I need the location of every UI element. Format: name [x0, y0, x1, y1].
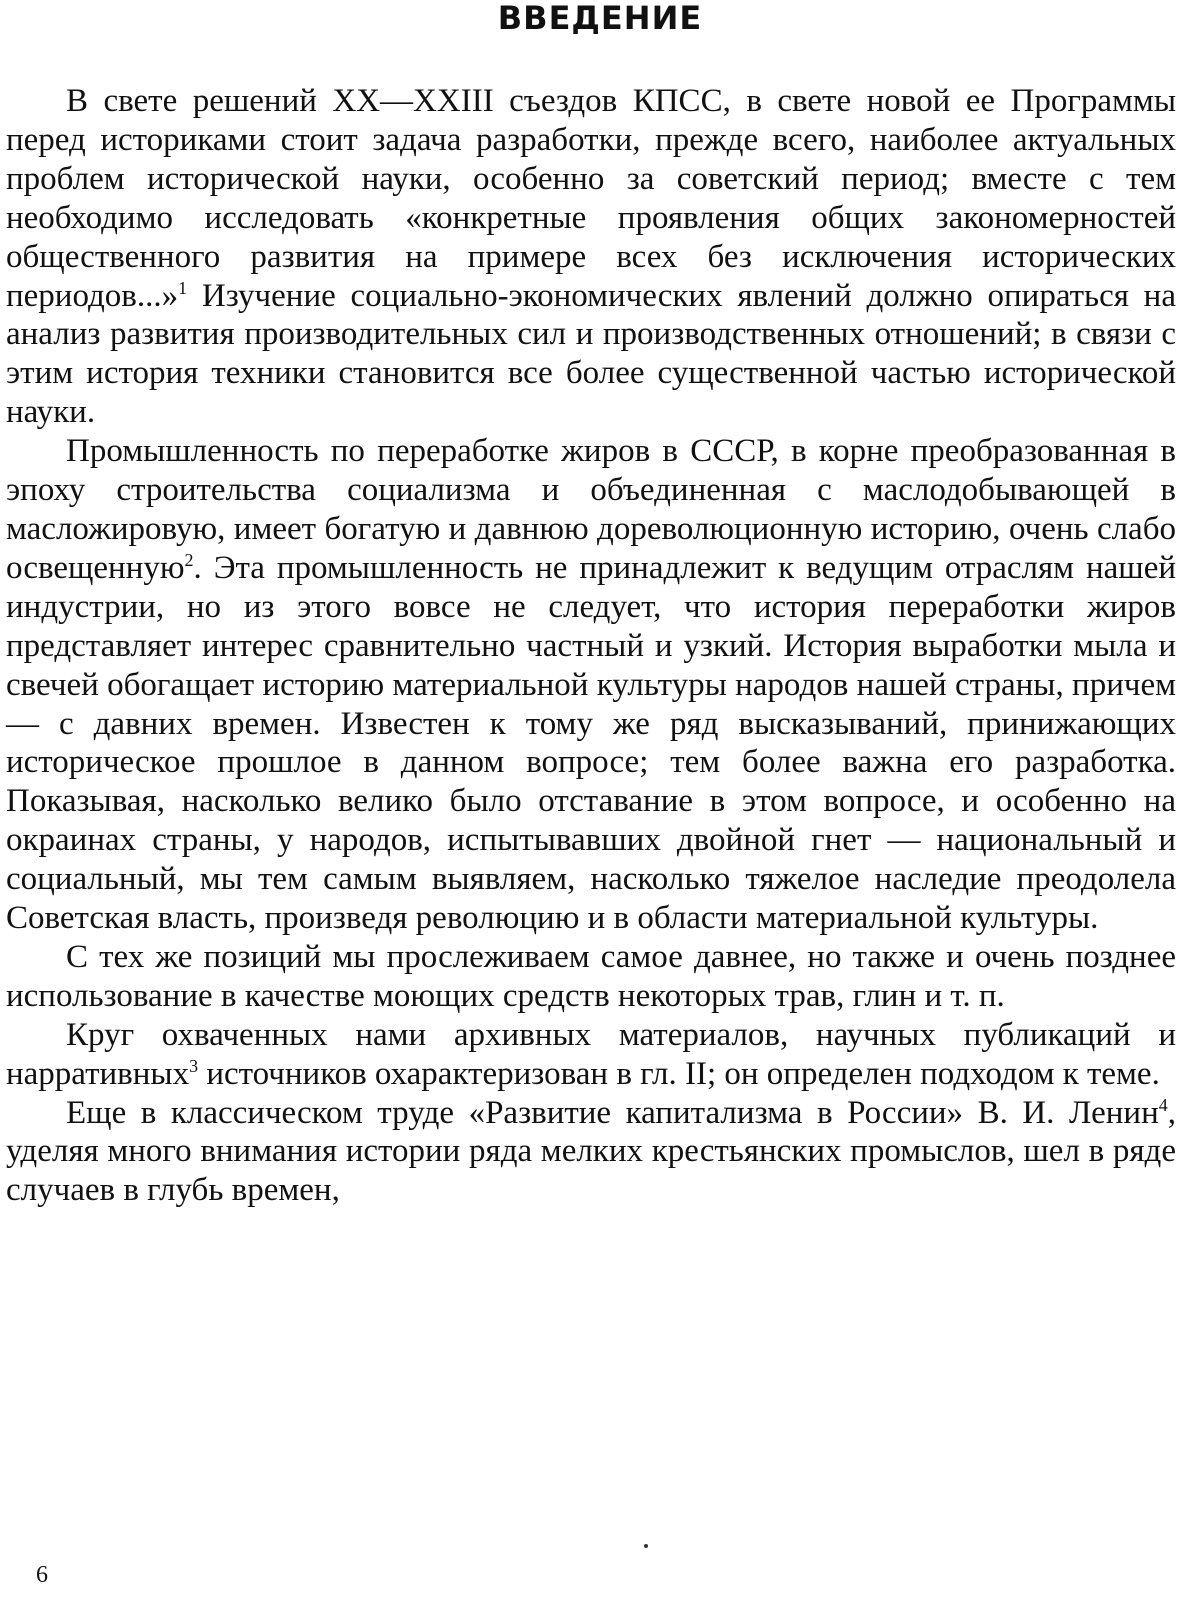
paragraph: [6, 432, 1176, 938]
footnote-ref: 1: [178, 277, 188, 298]
paragraph: [6, 1094, 1176, 1211]
text-run: . Эта промышленность не принадлежит к ведущим отраслям нашей индустрии, но из этого вовсе не следует, что история переработки жиров представляет интерес сравнительно частный и узкий. История выработки мыла и свечей обогащает историю материальной культуры народов нашей страны, причем — с давних времен. Известен к тому же ряд высказываний, принижающих историческое прошлое в данном вопросе; тем более важна его разработка. Показывая, насколько велико было отставание в этом вопросе, и особенно на окраинах страны, у народов, испытывавших двойной гнет — национальный и социальный, мы тем самым выявляем, насколько тяжелое наследие преодолела Советская власть, произведя революцию и в области материальной культуры.: [6, 549, 1176, 937]
text-run: Еще в классическом труде «Развитие капитализма в России» В. И. Ленин: [66, 1094, 1159, 1131]
footnote-ref: 4: [1158, 1094, 1168, 1115]
footnote-ref: 2: [184, 549, 194, 570]
paragraph: [6, 82, 1176, 432]
paragraph: [6, 1016, 1176, 1094]
chapter-heading: ВВЕДЕНИЕ: [497, 0, 703, 37]
text-run: Круг охваченных нами архивных материалов, научных публикаций и нарративных: [6, 1016, 1176, 1092]
text-run: Изучение социально-экономических явлений должно опираться на анализ развития производительных сил и производственных отношений; в связи с этим история техники становится все более существенной частью исторической науки.: [6, 277, 1176, 431]
text-run: В свете решений XX—XXIII съездов КПСС, в свете новой ее Программы перед историками стоит задача разработки, прежде всего, наиболее актуальных проблем исторической науки, особенно за советский период; вместе с тем необходимо исследовать «конкретные проявления общих закономерностей общественного развития на примере всех без исключения исторических периодов...»: [6, 83, 1176, 314]
text-run: Промышленность по переработке жиров в СССР, в корне преобразованная в эпоху строительства социализма и объединенная с маслодобывающей в масложировую, имеет богатую и давнюю дореволюционную историю, очень слабо освещенную: [6, 433, 1176, 586]
text-run: источников охарактеризован в гл. II; он определен подходом к теме.: [198, 1055, 1160, 1092]
body-text: [6, 82, 1176, 1210]
page-number: 6: [36, 1562, 48, 1588]
footnote-ref: 3: [189, 1055, 199, 1076]
paragraph: [6, 938, 1176, 1016]
text-run: С тех же позиций мы прослеживаем самое давнее, но также и очень позднее использование в качестве моющих средств некоторых трав, глин и т. п.: [6, 938, 1176, 1014]
print-speck: [644, 1544, 648, 1548]
text-run: , уделяя много внимания истории ряда мелких крестьянских промыслов, шел в ряде случаев в глубь времен,: [6, 1094, 1176, 1209]
